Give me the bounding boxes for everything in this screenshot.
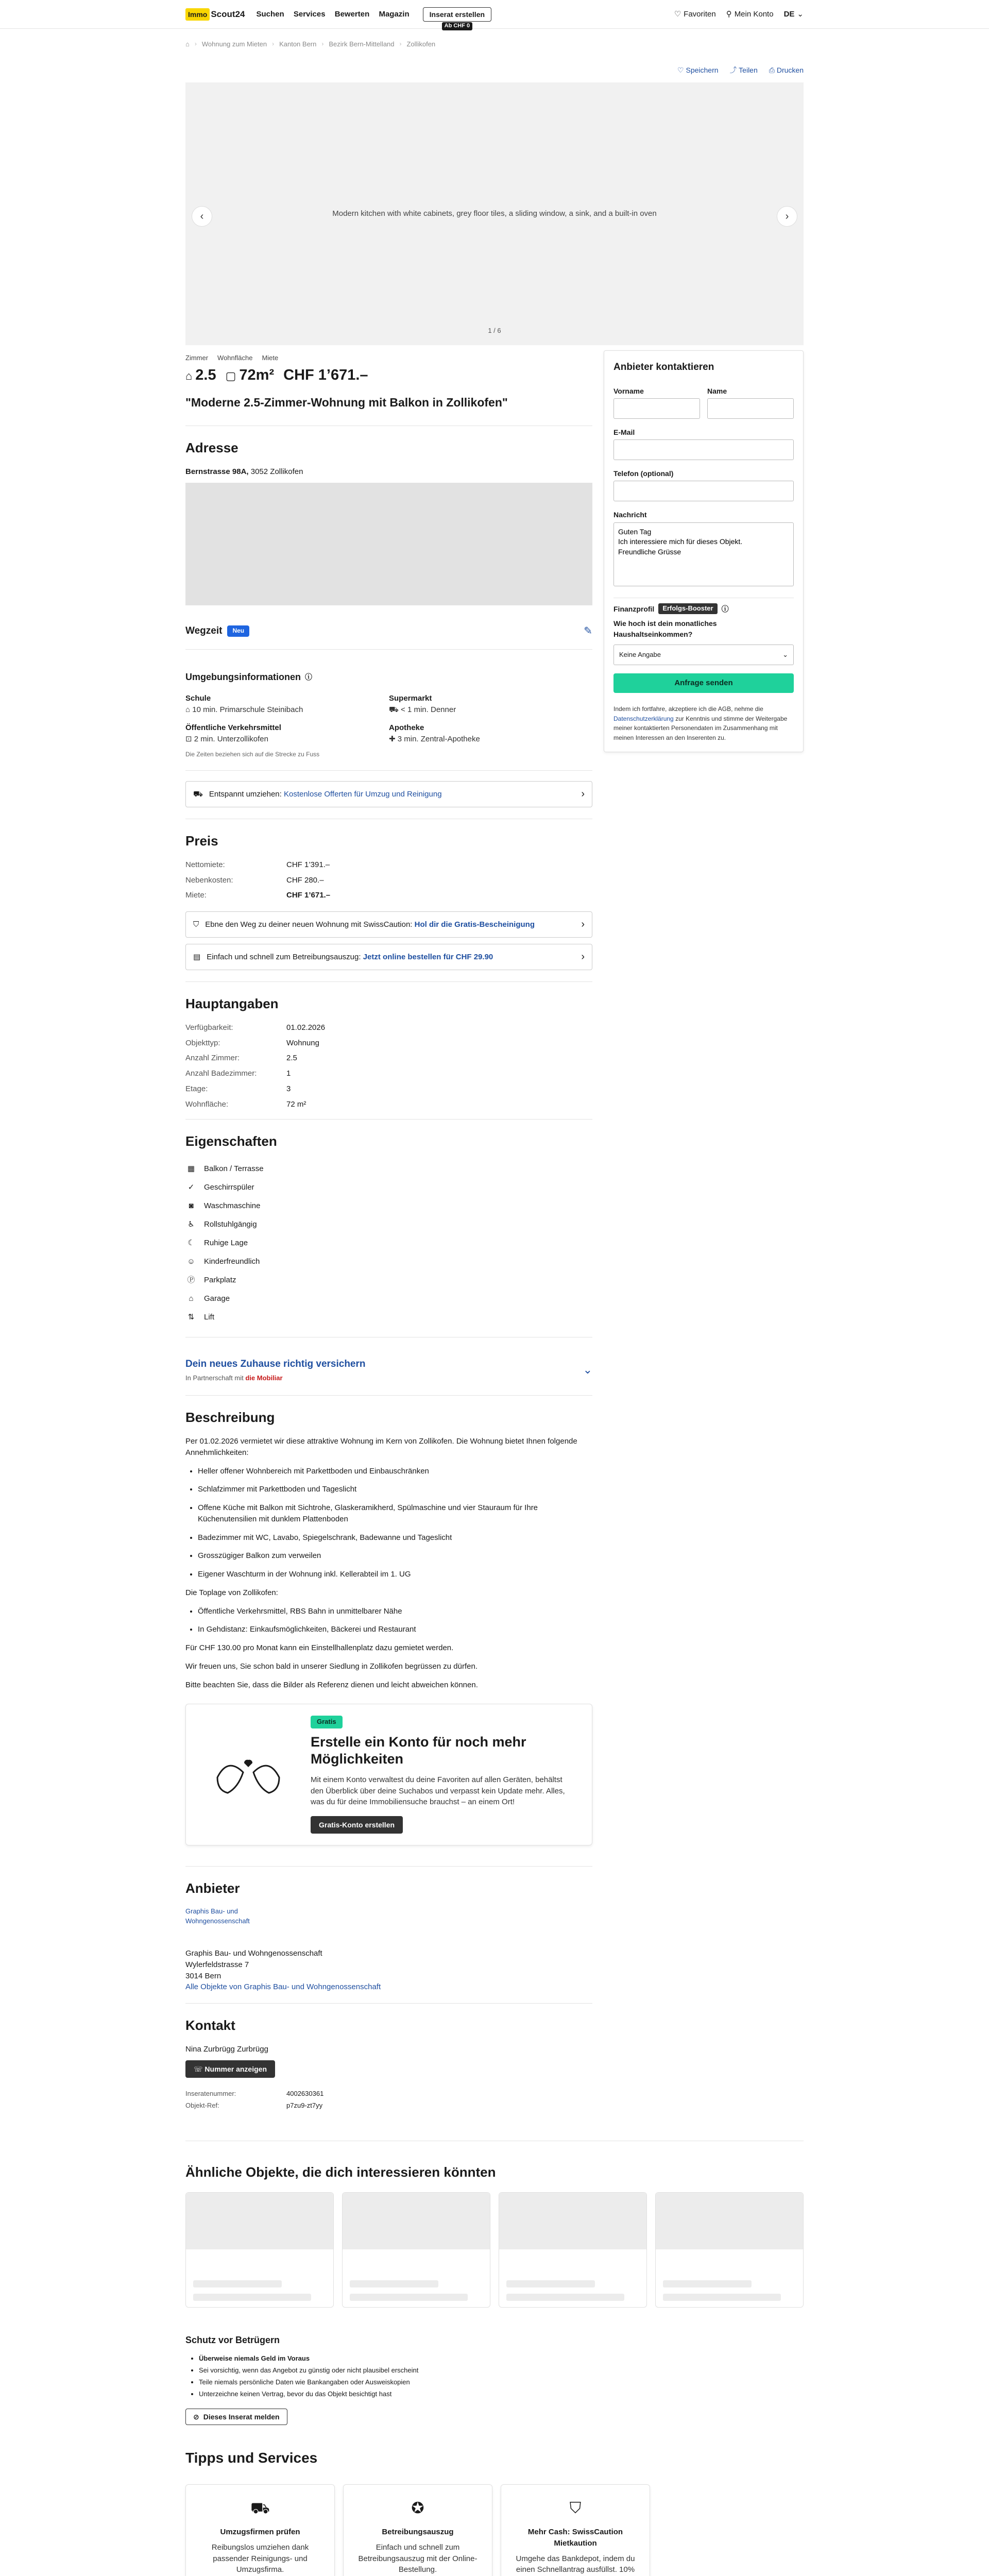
message-field[interactable] bbox=[613, 522, 794, 586]
info-icon[interactable]: ⓘ bbox=[721, 604, 729, 613]
legal-text bbox=[613, 704, 794, 742]
privacy-link[interactable]: Datenschutzerklärung bbox=[613, 715, 674, 722]
data-value: 72 m² bbox=[286, 1099, 306, 1109]
email-label: E-Mail bbox=[613, 428, 635, 436]
truck-icon: ⛟ bbox=[250, 2499, 270, 2517]
tip-card bbox=[501, 2484, 650, 2576]
contact-form-heading: Anbieter kontaktieren bbox=[613, 362, 714, 372]
debt-banner-text: Einfach und schnell zum Betreibungsauszug: bbox=[207, 952, 363, 961]
insurance-partner-text: In Partnerschaft mit bbox=[185, 1374, 244, 1382]
caution-banner-text: Ebne den Weg zu deiner neuen Wohnung mit SwissCaution: bbox=[205, 920, 415, 929]
description-intro: Per 01.02.2026 vermietet wir diese attraktive Wohnung im Kern von Zollikofen. Die Wohnung bietet Ihnen folgende Annehmlichkeiten: bbox=[185, 1437, 577, 1457]
favorites-link[interactable] bbox=[674, 9, 716, 20]
print-icon: ⎙ bbox=[769, 65, 777, 74]
environment-value: < 1 min. Denner bbox=[401, 705, 456, 714]
data-key: Wohnfläche: bbox=[185, 1099, 229, 1109]
free-badge: Gratis bbox=[311, 1716, 343, 1728]
similar-card-skeleton[interactable] bbox=[499, 2192, 647, 2308]
breadcrumb-item[interactable]: Wohnung zum Mieten bbox=[201, 40, 267, 48]
feature-item bbox=[185, 1197, 592, 1215]
tip-title: Mehr Cash: SwissCaution Mietkaution bbox=[527, 2528, 623, 2548]
breadcrumb bbox=[185, 29, 804, 60]
similar-heading: Ähnliche Objekte, die dich interessieren könnten bbox=[185, 2164, 496, 2180]
description-list bbox=[198, 1466, 592, 1580]
description-bullet: • Öffentliche Verkehrsmittel, RBS Bahn in unmittelbarer Nähe bbox=[198, 1606, 592, 1617]
feature-label: Geschirrspüler bbox=[204, 1183, 254, 1192]
contact-person: Nina Zurbrügg Zurbrügg bbox=[185, 2044, 268, 2054]
similar-card-skeleton[interactable] bbox=[185, 2192, 334, 2308]
provider-logo: Graphis Bau- und Wohngenossenschaft bbox=[185, 1907, 250, 1925]
train-icon: ⊡ bbox=[185, 735, 194, 744]
tip-card bbox=[185, 2484, 335, 2576]
map[interactable] bbox=[185, 483, 592, 605]
listing-actions bbox=[185, 60, 804, 80]
environment-item bbox=[389, 722, 592, 745]
chevron-right-icon: › bbox=[272, 40, 275, 48]
price-heading: Preis bbox=[185, 833, 218, 849]
data-key: Objekttyp: bbox=[185, 1038, 220, 1047]
gallery-next-button[interactable] bbox=[777, 206, 797, 227]
listing-title: "Moderne 2.5-Zimmer-Wohnung mit Balkon in Zollikofen" bbox=[185, 395, 508, 409]
shield-icon: ⛉ bbox=[569, 2499, 582, 2517]
description-heading: Beschreibung bbox=[185, 1410, 275, 1426]
id-key: Objekt-Ref: bbox=[185, 2101, 219, 2109]
fraud-item: • Teile niemals persönliche Daten wie Bankangaben oder Ausweiskopien bbox=[199, 2378, 804, 2387]
rent-label: Miete bbox=[262, 354, 279, 362]
share-button[interactable] bbox=[730, 65, 758, 75]
rooms-value: 2.5 bbox=[195, 366, 216, 383]
chevron-right-icon: › bbox=[785, 210, 789, 222]
feature-item bbox=[185, 1234, 592, 1252]
feature-item bbox=[185, 1252, 592, 1271]
contact-heading: Kontakt bbox=[185, 2018, 235, 2033]
chevron-right-icon: › bbox=[581, 919, 585, 930]
mobiliar-logo: die Mobiliar bbox=[245, 1374, 283, 1382]
breadcrumb-item[interactable]: Bezirk Bern-Mittelland bbox=[329, 40, 395, 48]
save-label: Speichern bbox=[686, 65, 719, 74]
feature-label: Ruhige Lage bbox=[204, 1239, 248, 1248]
environment-item bbox=[185, 722, 389, 745]
description-bullet: • Schlafzimmer mit Parkettboden und Tageslicht bbox=[198, 1484, 592, 1495]
income-select-value: Keine Angabe bbox=[619, 650, 661, 658]
price-key: Nebenkosten: bbox=[185, 875, 233, 885]
tip-title: Betreibungsauszug bbox=[382, 2528, 454, 2537]
tip-text: Umgehe das Bankdepot, indem du einen Schnellantrag ausfüllst. 10% bbox=[516, 2554, 635, 2574]
edit-icon[interactable]: ✎ bbox=[584, 625, 592, 637]
truck-icon: ⛟ bbox=[193, 789, 203, 799]
divider bbox=[185, 1119, 592, 1120]
similar-listings bbox=[185, 2192, 804, 2308]
hands-heart-illustration bbox=[204, 1716, 292, 1834]
price-value: CHF 280.– bbox=[286, 875, 324, 885]
environment-item bbox=[185, 693, 389, 716]
tips-heading: Tipps und Services bbox=[185, 2450, 318, 2466]
tip-text: Reibungslos umziehen dank passender Reinigungs- und Umzugsfirma. bbox=[211, 2543, 309, 2574]
finance-profile bbox=[613, 603, 794, 614]
share-label: Teilen bbox=[739, 65, 758, 74]
fraud-item: • Sei vorsichtig, wenn das Angebot zu günstig oder nicht plausibel erscheint bbox=[199, 2366, 804, 2376]
last-name-label: Name bbox=[707, 386, 727, 395]
user-icon: ⚲ bbox=[726, 10, 732, 19]
main-data-table bbox=[185, 1022, 592, 1110]
data-value: 01.02.2026 bbox=[286, 1023, 326, 1032]
tips-cards bbox=[185, 2484, 804, 2576]
environment-grid bbox=[185, 693, 592, 745]
medal-icon: ✪ bbox=[411, 2499, 424, 2517]
caution-banner-link[interactable]: Hol dir die Gratis-Bescheinigung bbox=[414, 920, 535, 929]
report-label: Dieses Inserat melden bbox=[203, 2412, 280, 2421]
address-city: 3052 Zollikofen bbox=[250, 467, 303, 476]
tip-title: Umzugsfirmen prüfen bbox=[220, 2528, 300, 2537]
environment-title: Öffentliche Verkehrsmittel bbox=[185, 723, 281, 733]
legal-text-part: zur Kenntnis und stimme der Weitergabe meiner kontaktierten Personendaten im Zusammenhang mit meinen Interessen an den Inserenten zu. bbox=[613, 715, 788, 741]
area-value: 72m² bbox=[239, 366, 275, 383]
new-badge: Neu bbox=[227, 625, 249, 636]
divider bbox=[185, 649, 592, 650]
feature-item bbox=[185, 1308, 592, 1327]
area-label: Wohnfläche bbox=[217, 354, 253, 362]
print-label: Drucken bbox=[776, 65, 804, 74]
tip-text: Einfach und schnell zum Betreibungsauszug mit der Online-Bestellung. bbox=[358, 2543, 478, 2574]
breadcrumb-item[interactable]: Kanton Bern bbox=[279, 40, 317, 48]
report-icon: ⊘ bbox=[193, 2412, 199, 2421]
highlight-values bbox=[185, 364, 592, 386]
phone-field[interactable] bbox=[613, 481, 794, 501]
wheelchair-icon: ♿ bbox=[187, 1220, 195, 1229]
fraud-item: • Unterzeichne keinen Vertrag, bevor du das Objekt besichtigt hast bbox=[199, 2389, 804, 2399]
phone-icon: ☏ bbox=[194, 2064, 205, 2073]
description-paragraph: Wir freuen uns, Sie schon bald in unserer Siedlung in Zollikofen begrüssen zu dürfen. bbox=[185, 1662, 478, 1671]
description-bullet: • Heller offener Wohnbereich mit Parkettboden und Einbauschränken bbox=[198, 1466, 592, 1477]
top-header bbox=[0, 0, 989, 29]
description-section bbox=[185, 1408, 592, 1690]
promo-text: Mit einem Konto verwaltest du deine Favoriten auf allen Geräten, behältst den Überblick über deine Suchabos und verpasst kein Update mehr. Alles, was du für deine Immobiliensuche brauchst – an einem Ort! bbox=[311, 1775, 565, 1807]
phone-label: Telefon (optional) bbox=[613, 469, 674, 478]
insurance-title[interactable]: Dein neues Zuhause richtig versichern bbox=[185, 1358, 366, 1369]
show-number-label: Nummer anzeigen bbox=[204, 2064, 267, 2073]
moving-banner-link[interactable]: Kostenlose Offerten für Umzug und Reinigung bbox=[283, 789, 442, 799]
quiet-icon: ☾ bbox=[187, 1239, 195, 1248]
price-value: CHF 1’671.– bbox=[286, 891, 331, 900]
price-pill: Ab CHF 0 bbox=[442, 22, 473, 30]
divider bbox=[185, 770, 592, 771]
report-listing-button[interactable] bbox=[185, 2409, 287, 2425]
chevron-left-icon: ‹ bbox=[200, 210, 204, 222]
environment-heading-text: Umgebungsinformationen bbox=[185, 671, 301, 682]
id-value: p7zu9-zt7yy bbox=[286, 2101, 323, 2109]
pharmacy-icon: ✚ bbox=[389, 735, 398, 744]
environment-item bbox=[389, 693, 592, 716]
rent-value: CHF 1’671.– bbox=[283, 366, 368, 383]
logo-box: Immo bbox=[185, 8, 210, 21]
main-data-heading: Hauptangaben bbox=[185, 996, 279, 1012]
description-bullet: • In Gehdistanz: Einkaufsmöglichkeiten, Bäckerei und Restaurant bbox=[198, 1624, 592, 1635]
cart-icon: ⛟ bbox=[389, 705, 401, 714]
create-listing-button[interactable] bbox=[423, 7, 491, 29]
send-request-button[interactable]: Anfrage senden bbox=[613, 673, 794, 693]
nav-magazin[interactable]: Magazin bbox=[379, 10, 410, 19]
travel-time-row[interactable] bbox=[185, 624, 592, 639]
features-heading: Eigenschaften bbox=[185, 1133, 277, 1149]
environment-heading bbox=[185, 670, 592, 684]
feature-label: Balkon / Terrasse bbox=[204, 1164, 264, 1174]
address-street: Bernstrasse 98A, bbox=[185, 467, 249, 476]
gallery-image-alt: Modern kitchen with white cabinets, grey floor tiles, a sliding window, a sink, and a built-in oven bbox=[332, 209, 657, 218]
chevron-right-icon: › bbox=[581, 788, 585, 800]
breadcrumb-item[interactable]: Zollikofen bbox=[406, 40, 436, 48]
data-value: 3 bbox=[286, 1084, 291, 1093]
promo-title: Erstelle ein Konto für noch mehr Möglichkeiten bbox=[311, 1734, 526, 1767]
environment-note: Die Zeiten beziehen sich auf die Strecke zu Fuss bbox=[185, 750, 320, 758]
print-button[interactable] bbox=[769, 65, 804, 75]
language-switch[interactable] bbox=[784, 9, 804, 20]
debt-banner-link[interactable]: Jetzt online bestellen für CHF 29.90 bbox=[363, 952, 493, 961]
feature-item bbox=[185, 1215, 592, 1234]
fraud-list bbox=[199, 2354, 804, 2399]
message-label: Nachricht bbox=[613, 511, 647, 519]
first-name-label: Vorname bbox=[613, 386, 644, 395]
last-name-field[interactable] bbox=[707, 398, 794, 419]
chevron-down-icon: ⌄ bbox=[782, 650, 788, 658]
data-key: Anzahl Badezimmer: bbox=[185, 1069, 257, 1078]
provider-name: Graphis Bau- und Wohngenossenschaft bbox=[185, 1949, 322, 1958]
income-select[interactable] bbox=[613, 645, 794, 665]
similar-card-skeleton[interactable] bbox=[655, 2192, 804, 2308]
provider-address bbox=[185, 1948, 592, 1993]
feature-label: Lift bbox=[204, 1313, 215, 1322]
debt-banner[interactable] bbox=[185, 944, 592, 970]
moving-banner[interactable] bbox=[185, 781, 592, 807]
shield-icon: ⛉ bbox=[193, 920, 199, 929]
highlight-labels bbox=[185, 353, 592, 363]
environment-title: Schule bbox=[185, 693, 211, 703]
data-value: 2.5 bbox=[286, 1054, 297, 1063]
balcony-icon: ▦ bbox=[187, 1164, 195, 1174]
data-key: Etage: bbox=[185, 1084, 208, 1093]
description-list bbox=[198, 1606, 592, 1636]
info-icon[interactable]: ⓘ bbox=[305, 672, 312, 681]
feature-label: Waschmaschine bbox=[204, 1201, 261, 1211]
provider-city: 3014 Bern bbox=[185, 1971, 221, 1980]
feature-label: Garage bbox=[204, 1294, 230, 1303]
description-bullet: • Eigener Waschturm in der Wohnung inkl. Kellerabteil im 1. UG bbox=[198, 1569, 592, 1580]
feature-item bbox=[185, 1290, 592, 1308]
insurance-partner bbox=[185, 1374, 366, 1383]
account-promo bbox=[185, 1704, 592, 1845]
home-icon: ⌂ bbox=[185, 369, 193, 382]
environment-value: 2 min. Unterzollikofen bbox=[194, 735, 268, 744]
provider-street: Wylerfeldstrasse 7 bbox=[185, 1960, 249, 1969]
gallery-counter: 1 / 6 bbox=[488, 327, 501, 335]
id-key: Inseratenummer: bbox=[185, 2089, 236, 2097]
create-listing-label: Inserat erstellen bbox=[429, 10, 485, 19]
main-column bbox=[185, 350, 592, 2120]
document-icon: ▤ bbox=[193, 952, 201, 961]
insurance-banner[interactable] bbox=[185, 1357, 592, 1383]
description-bullet: • Badezimmer mit WC, Lavabo, Spiegelschrank, Badewanne und Tageslicht bbox=[198, 1532, 592, 1544]
rooms-label: Zimmer bbox=[185, 354, 209, 362]
listing-ids bbox=[185, 2089, 592, 2111]
environment-title: Supermarkt bbox=[389, 693, 432, 703]
income-question: Wie hoch ist dein monatliches Haushaltseinkommen? bbox=[613, 619, 717, 638]
feature-label: Parkplatz bbox=[204, 1276, 236, 1285]
travel-time-label: Wegzeit bbox=[185, 625, 223, 637]
home-icon[interactable]: ⌂ bbox=[185, 40, 190, 48]
school-icon: ⌂ bbox=[185, 705, 193, 714]
environment-value: 10 min. Primarschule Steinibach bbox=[192, 705, 303, 714]
id-value: 4002630361 bbox=[286, 2089, 324, 2097]
main-nav bbox=[256, 9, 416, 20]
favorites-label: Favoriten bbox=[684, 10, 716, 19]
dishwasher-icon: ✓ bbox=[187, 1183, 195, 1192]
language-label: DE bbox=[783, 10, 795, 19]
tip-card bbox=[343, 2484, 492, 2576]
fraud-protection bbox=[185, 2333, 804, 2425]
first-name-field[interactable] bbox=[613, 398, 700, 419]
provider-all-listings-link[interactable]: Alle Objekte von Graphis Bau- und Wohngenossenschaft bbox=[185, 1982, 381, 1992]
caution-banner[interactable] bbox=[185, 911, 592, 938]
feature-label: Kinderfreundlich bbox=[204, 1257, 260, 1266]
environment-title: Apotheke bbox=[389, 723, 424, 733]
divider bbox=[185, 1395, 592, 1396]
logo-text: Scout24 bbox=[211, 9, 245, 19]
chevron-right-icon: › bbox=[399, 40, 402, 48]
data-value: Wohnung bbox=[286, 1038, 319, 1047]
feature-label: Rollstuhlgängig bbox=[204, 1220, 257, 1229]
address-heading: Adresse bbox=[185, 440, 238, 456]
description-paragraph: Bitte beachten Sie, dass die Bilder als Referenz dienen und leicht abweichen können. bbox=[185, 1680, 478, 1689]
description-bullet: • Offene Küche mit Balkon mit Sichtrohe, Glaskeramikherd, Spülmaschine und vier Stauraum für Ihre Küchenutensilien mit dunklem Plattenboden bbox=[198, 1502, 592, 1525]
features-list bbox=[185, 1160, 592, 1327]
divider bbox=[185, 2003, 592, 2004]
nav-services[interactable]: Services bbox=[293, 10, 326, 19]
gallery-prev-button[interactable] bbox=[192, 206, 212, 227]
legal-text-part: Indem ich fortfahre, akzeptiere ich die AGB, nehme die bbox=[613, 705, 763, 713]
description-bullet: • Grosszügiger Balkon zum verweilen bbox=[198, 1550, 592, 1562]
garage-icon: ⌂ bbox=[189, 1294, 194, 1303]
nav-bewerten[interactable]: Bewerten bbox=[334, 10, 370, 19]
data-value: 1 bbox=[286, 1069, 291, 1078]
price-table bbox=[185, 859, 592, 901]
fraud-item: • Überweise niemals Geld im Voraus bbox=[199, 2354, 804, 2364]
image-gallery[interactable] bbox=[185, 82, 804, 345]
chevron-down-icon: ⌄ bbox=[797, 10, 804, 19]
feature-item bbox=[185, 1160, 592, 1178]
chevron-right-icon: › bbox=[321, 40, 324, 48]
heart-icon: ♡ bbox=[677, 65, 686, 74]
data-key: Verfügbarkeit: bbox=[185, 1023, 233, 1032]
save-button[interactable] bbox=[677, 65, 719, 75]
divider bbox=[185, 981, 592, 982]
washing-machine-icon: ◙ bbox=[189, 1201, 194, 1211]
feature-item bbox=[185, 1271, 592, 1290]
share-icon: ⤴ bbox=[729, 65, 739, 74]
provider-heading: Anbieter bbox=[185, 1880, 240, 1896]
description-mid: Die Toplage von Zollikofen: bbox=[185, 1588, 278, 1597]
success-booster-tag: Erfolgs-Booster bbox=[658, 603, 717, 614]
parking-icon: Ⓟ bbox=[187, 1276, 195, 1285]
description-paragraph: Für CHF 130.00 pro Monat kann ein Einstellhallenplatz dazu gemietet werden. bbox=[185, 1643, 454, 1653]
create-account-button[interactable]: Gratis-Konto erstellen bbox=[311, 1816, 403, 1834]
data-key: Anzahl Zimmer: bbox=[185, 1054, 240, 1063]
show-number-button[interactable] bbox=[185, 2060, 275, 2078]
sidebar bbox=[604, 350, 804, 2120]
elevator-icon: ⇅ bbox=[187, 1313, 195, 1322]
account-link[interactable] bbox=[726, 9, 774, 20]
site-logo[interactable] bbox=[185, 8, 245, 21]
chevron-right-icon: › bbox=[581, 951, 585, 963]
nav-suchen[interactable]: Suchen bbox=[256, 10, 284, 19]
chevron-right-icon: › bbox=[194, 40, 197, 48]
area-icon: ▢ bbox=[225, 369, 236, 382]
email-field[interactable] bbox=[613, 439, 794, 460]
environment-value: 3 min. Zentral-Apotheke bbox=[397, 735, 480, 744]
divider bbox=[185, 1866, 592, 1867]
address-text bbox=[185, 466, 592, 478]
price-value: CHF 1’391.– bbox=[286, 860, 330, 869]
finance-profile-label: Finanzprofil bbox=[613, 604, 655, 613]
similar-card-skeleton[interactable] bbox=[342, 2192, 490, 2308]
price-key: Nettomiete: bbox=[185, 860, 225, 869]
moving-banner-text: Entspannt umziehen: bbox=[209, 789, 284, 799]
child-icon: ☺ bbox=[187, 1257, 195, 1266]
account-label: Mein Konto bbox=[734, 10, 774, 19]
fraud-heading: Schutz vor Betrügern bbox=[185, 2335, 280, 2346]
chevron-down-icon[interactable]: ⌄ bbox=[583, 1363, 592, 1377]
feature-item bbox=[185, 1178, 592, 1197]
heart-icon: ♡ bbox=[674, 10, 681, 19]
contact-form bbox=[604, 350, 804, 752]
price-key: Miete: bbox=[185, 891, 207, 900]
